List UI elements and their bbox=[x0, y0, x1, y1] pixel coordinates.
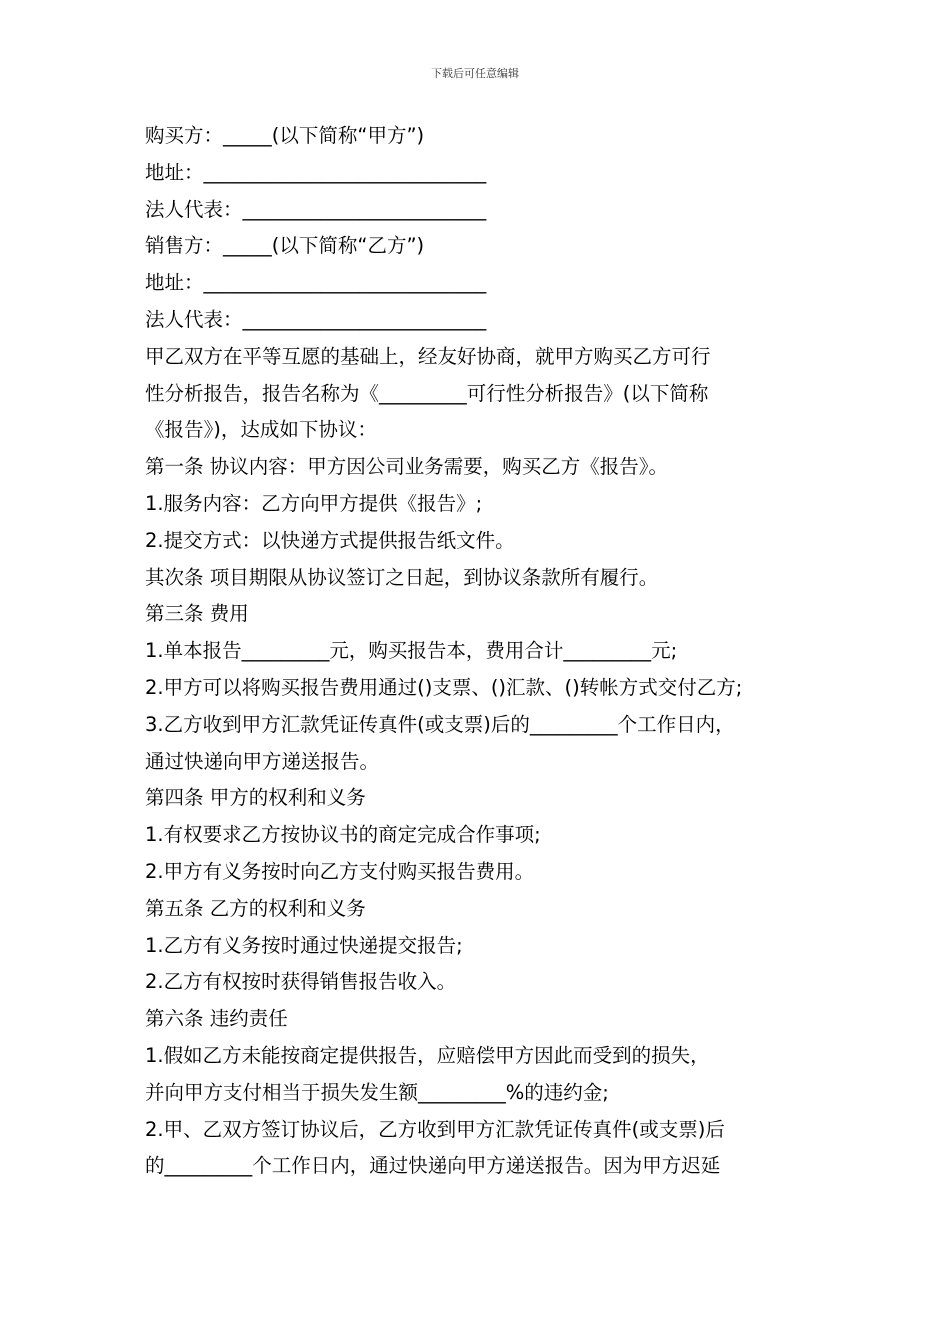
contract-body bbox=[145, 118, 815, 1185]
text-line: 2.乙方有权按时获得销售报告收入。 bbox=[145, 970, 457, 994]
text-line: 的_________个工作日内，通过快递向甲方递送报告。因为甲方迟延 bbox=[145, 1154, 721, 1178]
text-line: 第四条 甲方的权利和义务 bbox=[145, 786, 366, 810]
text-line: 法人代表：_________________________ bbox=[145, 307, 487, 331]
text-line: 通过快递向甲方递送报告。 bbox=[145, 749, 380, 773]
text-line: 其次条 项目期限从协议签订之日起，到协议条款所有履行。 bbox=[145, 565, 659, 589]
text-line: 2.甲方可以将购买报告费用通过()支票、()汇款、()转帐方式交付乙方; bbox=[145, 675, 743, 699]
text-line: 第五条 乙方的权利和义务 bbox=[145, 896, 366, 920]
text-line: 1.单本报告_________元，购买报告本，费用合计_________元; bbox=[145, 639, 678, 663]
text-line: 1.乙方有义务按时通过快递提交报告; bbox=[145, 933, 463, 957]
text-line: 2.甲、乙双方签订协议后，乙方收到甲方汇款凭证传真件(或支票)后 bbox=[145, 1117, 725, 1141]
text-line: 1.假如乙方未能按商定提供报告，应赔偿甲方因此而受到的损失， bbox=[145, 1043, 710, 1067]
text-line: 甲乙双方在平等互愿的基础上，经友好协商，就甲方购买乙方可行 bbox=[145, 344, 711, 368]
text-line: 第一条 协议内容：甲方因公司业务需要，购买乙方《报告》。 bbox=[145, 455, 668, 479]
text-line: 1.服务内容：乙方向甲方提供《报告》; bbox=[145, 491, 483, 515]
text-line: 并向甲方支付相当于损失发生额_________%的违约金; bbox=[145, 1080, 609, 1104]
text-line: 第三条 费用 bbox=[145, 602, 249, 626]
text-line: 2.提交方式：以快递方式提供报告纸文件。 bbox=[145, 528, 515, 552]
text-line: 性分析报告，报告名称为《_________可行性分析报告》(以下简称 bbox=[145, 381, 709, 405]
text-line: 3.乙方收到甲方汇款凭证传真件(或支票)后的_________个工作日内， bbox=[145, 712, 735, 736]
text-line: 第六条 违约责任 bbox=[145, 1007, 288, 1031]
text-line: 地址：_____________________________ bbox=[145, 160, 487, 184]
text-line: 购买方：_____(以下简称“甲方”) bbox=[145, 124, 425, 147]
text-line: 2.甲方有义务按时向乙方支付购买报告费用。 bbox=[145, 859, 535, 883]
text-line: 《报告》)，达成如下协议： bbox=[145, 418, 377, 442]
text-line: 地址：_____________________________ bbox=[145, 271, 487, 295]
text-line: 销售方：_____(以下简称“乙方”) bbox=[145, 234, 425, 258]
text-line: 1.有权要求乙方按协议书的商定完成合作事项; bbox=[145, 823, 541, 847]
text-line: 法人代表：_________________________ bbox=[145, 197, 487, 221]
page-header: 下载后可任意编辑 bbox=[431, 67, 519, 80]
